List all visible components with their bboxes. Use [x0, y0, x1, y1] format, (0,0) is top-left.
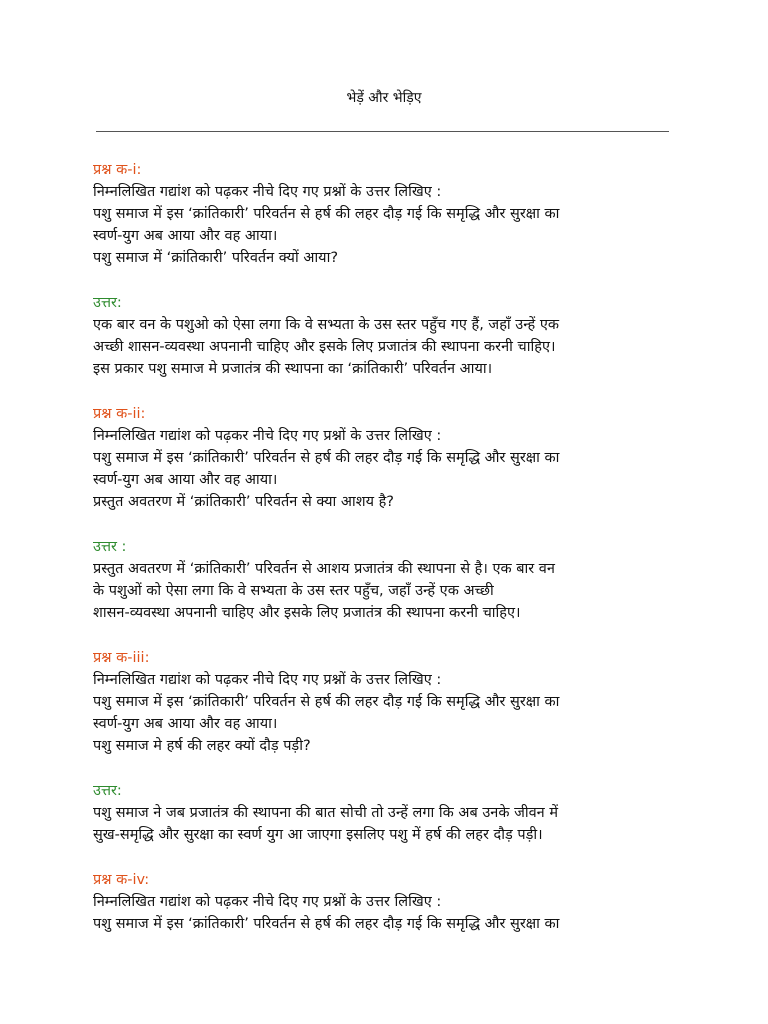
paragraph-line: निम्नलिखित गद्यांश को पढ़कर नीचे दिए गए प्रश्नों के उत्तर लिखिए : [93, 428, 442, 444]
paragraph-line: निम्नलिखित गद्यांश को पढ़कर नीचे दिए गए प्रश्नों के उत्तर लिखिए : [93, 894, 442, 910]
paragraph-line: पशु समाज ने जब प्रजातंत्र की स्थापना की बात सोची तो उन्हें लगा कि अब उनके जीवन में [93, 805, 558, 821]
paragraph-line: पशु समाज में इस ‘क्रांतिकारी’ परिवर्तन से हर्ष की लहर दौड़ गई कि समृद्धि और सुरक्षा का [93, 206, 560, 222]
paragraph-line: प्रस्तुत अवतरण में ‘क्रांतिकारी’ परिवर्तन से आशय प्रजातंत्र की स्थापना से है। एक बार वन [93, 561, 555, 577]
document-title: भेड़ें और भेड़िए [346, 90, 422, 106]
paragraph-line: अच्छी शासन-व्यवस्था अपनानी चाहिए और इसके लिए प्रजातंत्र की स्थापना करनी चाहिए। [93, 339, 556, 355]
answer-block-3 [93, 780, 683, 846]
paragraph-line: के पशुओं को ऐसा लगा कि वे सभ्यता के उस स्तर पहुँच, जहाँ उन्हें एक अच्छी [93, 583, 494, 599]
paragraph-line: प्रस्तुत अवतरण में ‘क्रांतिकारी’ परिवर्तन से क्या आशय है? [93, 494, 394, 510]
answer-label: उत्तर : [93, 539, 127, 555]
question-block-3 [93, 647, 683, 757]
paragraph-line: निम्नलिखित गद्यांश को पढ़कर नीचे दिए गए प्रश्नों के उत्तर लिखिए : [93, 184, 442, 200]
question-block-1 [93, 159, 683, 269]
question-label: प्रश्न क-iv: [93, 872, 150, 888]
paragraph-line: एक बार वन के पशुओ को ऐसा लगा कि वे सभ्यता के उस स्तर पहुँच गए हैं, जहाँ उन्हें एक [93, 317, 560, 333]
answer-label: उत्तर: [93, 295, 122, 311]
question-label: प्रश्न क-i: [93, 162, 142, 178]
question-label: प्रश्न क-iii: [93, 650, 150, 666]
question-block-4 [93, 869, 683, 935]
paragraph-line: सुख-समृद्धि और सुरक्षा का स्वर्ण युग आ जाएगा इसलिए पशु में हर्ष की लहर दौड़ पड़ी। [93, 827, 543, 843]
paragraph-line: पशु समाज में इस ‘क्रांतिकारी’ परिवर्तन से हर्ष की लहर दौड़ गई कि समृद्धि और सुरक्षा का [93, 694, 560, 710]
question-block-2 [93, 403, 683, 513]
question-label: प्रश्न क-ii: [93, 406, 146, 422]
paragraph-line: स्वर्ण-युग अब आया और वह आया। [93, 716, 278, 732]
paragraph-line: पशु समाज में इस ‘क्रांतिकारी’ परिवर्तन से हर्ष की लहर दौड़ गई कि समृद्धि और सुरक्षा का [93, 916, 560, 932]
title-divider [96, 131, 669, 132]
paragraph-line: पशु समाज मे हर्ष की लहर क्यों दौड़ पड़ी? [93, 738, 311, 754]
paragraph-line: पशु समाज में ‘क्रांतिकारी’ परिवर्तन क्यों आया? [93, 250, 339, 266]
paragraph-line: निम्नलिखित गद्यांश को पढ़कर नीचे दिए गए प्रश्नों के उत्तर लिखिए : [93, 672, 442, 688]
document-body [93, 159, 683, 958]
answer-label: उत्तर: [93, 783, 122, 799]
paragraph-line: पशु समाज में इस ‘क्रांतिकारी’ परिवर्तन से हर्ष की लहर दौड़ गई कि समृद्धि और सुरक्षा का [93, 450, 560, 466]
paragraph-line: स्वर्ण-युग अब आया और वह आया। [93, 472, 278, 488]
answer-block-1 [93, 292, 683, 380]
answer-block-2 [93, 536, 683, 624]
paragraph-line: स्वर्ण-युग अब आया और वह आया। [93, 228, 278, 244]
paragraph-line: इस प्रकार पशु समाज मे प्रजातंत्र की स्थापना का ‘क्रांतिकारी’ परिवर्तन आया। [93, 361, 493, 377]
paragraph-line: शासन-व्यवस्था अपनानी चाहिए और इसके लिए प्रजातंत्र की स्थापना करनी चाहिए। [93, 605, 521, 621]
